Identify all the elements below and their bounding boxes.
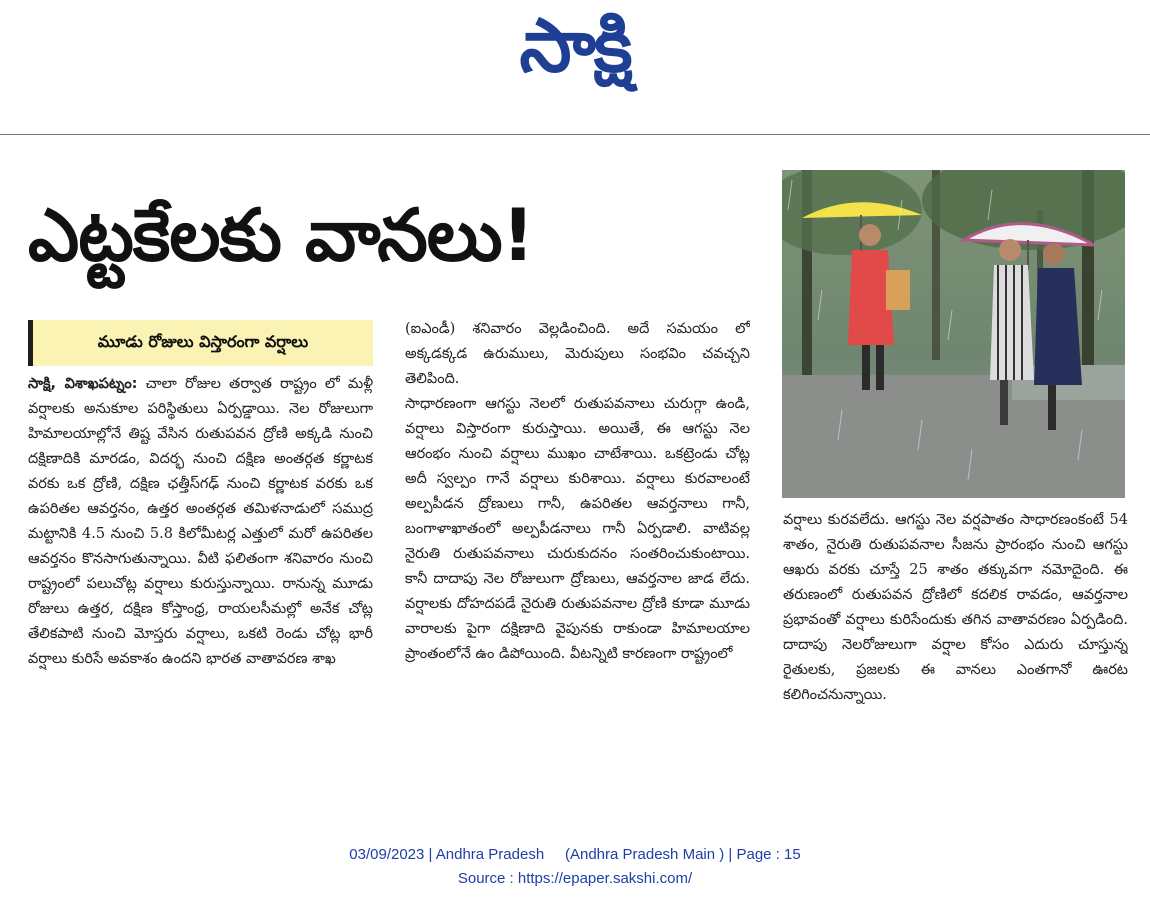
footer-edition-info: 03/09/2023 | Andhra Pradesh (Andhra Pradesh Main ) | Page : 15 (349, 846, 801, 863)
masthead (0, 0, 1150, 135)
sakshi-logo[interactable]: సాక్షి (519, 3, 631, 89)
rain-photo (782, 170, 1125, 498)
article-column-3 (783, 508, 1128, 798)
column-2-paragraph-2: సాధారణంగా ఆగస్టు నెలలో రుతుపవనాలు చురుగ్గా ఉండి, వర్షాలు విస్తారంగా కురుస్తాయి. అయితే, ఈ ఆగస్టు నెల ఆరంభం నుంచి వర్షాలు ముఖం చాటేశాయి. ఒకట్రెండు చోట్ల అదీ స్వల్పం గానే వర్షాలు కురిశాయి. వర్షాలు కురవాలంటే అల్పపీడన ద్రోణులు గానీ, ఉపరితల ఆవర్తనాలు గానీ, బంగాళాఖాతంలో అల్పపీడనాలు గానీ ఏర్పడాలి. వాటివల్ల నైరుతి రుతుపవనాలు చురుకుదనం సంతరించుకుంటాయి. కానీ దాదాపు నెల రోజులుగా ద్రోణులు, ఆవర్తనాల జాడ లేదు. వర్షాలకు దోహదపడే నైరుతి రుతుపవనాల ద్రోణి కూడా మూడు వారాలకు పైగా దక్షిణాది వైపునకు రాకుండా హిమాలయాల ప్రాంతంలోనే ఉం డిపోయింది. వీటన్నిటి కారణంగా రాష్ట్రంలో (405, 396, 750, 662)
article-dateline: సాక్షి, విశాఖపట్నం: (28, 376, 138, 392)
article-column-1 (28, 372, 373, 802)
column-1-body: చాలా రోజుల తర్వాత రాష్ట్రం లో మళ్లీ వర్షాలకు అనుకూల పరిస్థితులు ఏర్పడ్డాయి. నెల రోజులుగా హిమాలయాల్లోనే తిష్ట వేసిన రుతుపవన ద్రోణి అక్కడి నుంచి దక్షిణాదికి మారడం, విదర్భ నుంచి దక్షిణ అంతర్గత కర్ణాటక వరకు ఒక ద్రోణి, దక్షిణ ఛత్తీస్‌గఢ్ నుంచి కర్ణాటక వరకు ఒక ఉపరితల ఆవర్తనం, ఉత్తర అంతర్గత తమిళనాడులో సముద్ర మట్టానికి 4.5 నుంచి 5.8 కిలోమీటర్ల ఎత్తులో మరో ఉపరితల ఆవర్తనం కొనసాగుతున్నాయి. వీటి ఫలితంగా శనివారం నుంచి రాష్ట్రంలో పలుచోట్ల వర్షాలు కురుస్తున్నాయి. రానున్న మూడు రోజులు ఉత్తర, దక్షిణ కోస్తాంధ్ర, రాయలసీమల్లో అనేక చోట్ల తేలికపాటి నుంచి మోస్తరు వర్షాలు, ఒకటి రెండు చోట్ల భారీ వర్షాలు కురిసే అవకాశం ఉందని భారత వాతావరణ శాఖ (28, 376, 373, 667)
rain-photo-illustration (782, 170, 1125, 498)
footer-source-link[interactable]: Source : https://epaper.sakshi.com/ (457, 870, 693, 887)
column-3-body: వర్షాలు కురవలేదు. ఆగస్టు నెల వర్షపాతం సాధారణంకంటే 54 శాతం, నైరుతి రుతుపవనాల సీజను ప్రారంభం నుంచి ఆగస్టు ఆఖరు వరకు చూస్తే 25 శాతం తక్కువగా నమోదైంది. ఈ తరుణంలో రుతుపవన ద్రోణిలో కదలిక రావడం, ఆవర్తనాల ప్రభావంతో వర్షాలు కురిసేందుకు తగిన వాతావరణం ఏర్పడింది. దాదాపు నెలరోజులుగా వర్షాల కోసం ఎదురు చూస్తున్న రైతులకు, ప్రజలకు ఈ వానలు ఎంతగానో ఊరట కలిగించనున్నాయి. (783, 512, 1128, 703)
column-2-paragraph-1: (ఐఎండీ) శనివారం వెల్లడించింది. అదే సమయం లో అక్కడక్కడ ఉరుములు, మెరుపులు సంభవిం చవచ్చని తెలిపింది. (405, 321, 750, 387)
article-headline: ఎట్టకేలకు వానలు! (28, 193, 534, 277)
article-column-2 (405, 317, 750, 797)
page-footer (0, 843, 1150, 891)
masthead-divider (0, 134, 1150, 135)
article-subheading: మూడు రోజులు విస్తారంగా వర్షాలు (28, 320, 373, 366)
